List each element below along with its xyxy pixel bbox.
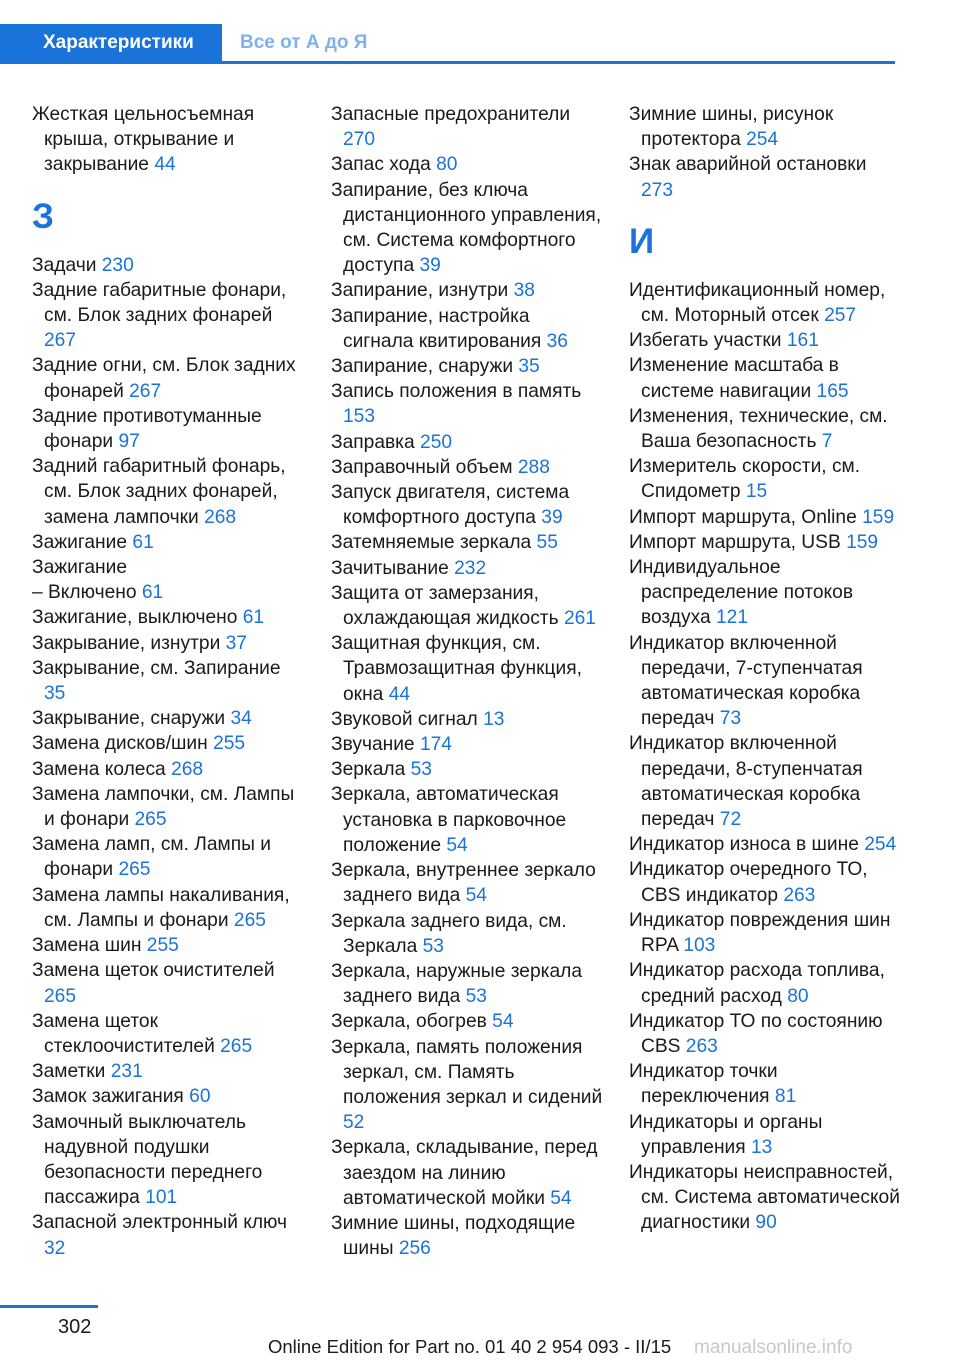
page-link[interactable]: 44 [388, 683, 411, 705]
entry-term: Запуск двигателя, система комфортного доступа [331, 482, 570, 529]
entry-term: Звуковой сигнал [331, 708, 478, 730]
index-entry [32, 782, 304, 832]
index-entry [629, 404, 901, 454]
page-link[interactable]: 265 [44, 985, 77, 1007]
entry-term: Зеркала, память положения зеркал, см. Память положения зеркал и сидений [331, 1036, 603, 1108]
page-link[interactable]: 61 [242, 607, 265, 629]
page-link[interactable]: 60 [189, 1086, 211, 1108]
entry-term: Замена лампы накаливания, см. Лампы и фонари [32, 884, 290, 931]
page-link[interactable]: 257 [824, 305, 857, 327]
entry-term: Замена дисков/шин [32, 733, 208, 755]
page-link[interactable]: 37 [225, 632, 247, 654]
entry-term: Знак аварийной остановки [629, 154, 867, 176]
page-link[interactable]: 44 [154, 154, 176, 176]
page-link[interactable]: 261 [563, 608, 596, 630]
page-link[interactable]: 90 [755, 1212, 777, 1234]
entry-term: Зеркала заднего вида, см. Зеркала [331, 910, 567, 957]
page-link[interactable]: 15 [745, 481, 768, 503]
index-entry [32, 883, 304, 933]
entry-term: Закрывание, изнутри [32, 632, 221, 654]
entry-term: Замена колеса [32, 758, 166, 780]
entry-term: Индивидуальное распределение потоков воздуха [629, 557, 854, 629]
tab-all-a-to-z[interactable]: Все от А до Я [240, 32, 368, 53]
index-entry [331, 1035, 603, 1136]
index-entry [32, 958, 304, 1008]
page-link[interactable]: 255 [146, 935, 179, 957]
index-entry [629, 102, 901, 152]
page-link[interactable]: 230 [101, 254, 134, 276]
index-entry [629, 328, 901, 353]
edition-footer: Online Edition for Part no. 01 40 2 954 093 - II/15 [268, 1336, 672, 1357]
page-link[interactable]: 265 [118, 859, 151, 881]
index-entry [32, 253, 304, 278]
page-link[interactable]: 267 [129, 380, 162, 402]
watermark: manualsonline.info [694, 1337, 853, 1358]
entry-term: Индикатор износа в шине [629, 834, 859, 856]
index-entry [629, 1160, 901, 1236]
entry-term: Измеритель скорости, см. Спидометр [629, 456, 861, 503]
page-link[interactable]: 159 [862, 506, 895, 528]
index-entry [331, 757, 603, 782]
page-link[interactable]: 55 [536, 532, 558, 554]
page-link[interactable]: 174 [419, 734, 452, 756]
index-entry [629, 832, 901, 857]
entry-term: Зимние шины, рисунок протектора [629, 104, 834, 151]
index-entry [331, 732, 603, 757]
page-link[interactable]: 53 [422, 935, 444, 957]
entry-term: Запирание, настройка сигнала квитирования [331, 305, 542, 352]
entry-term: Зеркала, обогрев [331, 1011, 487, 1033]
page-link[interactable]: 7 [821, 431, 833, 453]
index-entry [32, 404, 304, 454]
index-column-2 [331, 102, 603, 1261]
entry-term: Запирание, без ключа дистанционного управления, см. Система комфортного доступа [331, 179, 602, 277]
entry-term: Зеркала, складывание, перед заездом на линию автоматической мойки [331, 1137, 598, 1209]
index-entry [331, 959, 603, 1009]
entry-term: Индикатор точки переключения [629, 1061, 778, 1108]
page-link[interactable]: 256 [398, 1238, 431, 1260]
entry-term: Звучание [331, 734, 415, 756]
page-link[interactable]: 263 [685, 1035, 718, 1057]
index-entry [32, 656, 304, 706]
page-link[interactable]: 263 [783, 884, 816, 906]
index-entry [32, 757, 304, 782]
entry-term: Зеркала, автоматическая установка в парковочное положение [331, 784, 567, 856]
page-link[interactable]: 80 [436, 154, 458, 176]
entry-term: Закрывание, снаружи [32, 708, 226, 730]
page-link[interactable]: 121 [716, 607, 749, 629]
entry-term: Зажигание, выключено [32, 607, 238, 629]
index-entry [331, 530, 603, 555]
page-link[interactable]: 35 [518, 356, 540, 378]
page-link[interactable]: 39 [541, 507, 563, 529]
page-link[interactable]: 97 [118, 431, 140, 453]
index-entry [331, 707, 603, 732]
index-entry [32, 832, 304, 882]
entry-term: – Включено [32, 582, 137, 604]
index-entry [32, 933, 304, 958]
index-entry [32, 631, 304, 656]
entry-term: Индикатор повреждения шин RPA [629, 909, 891, 957]
entry-term: Замена лампочки, см. Лампы и фонари [32, 783, 295, 831]
page-link[interactable]: 39 [419, 255, 441, 277]
page-link[interactable]: 254 [864, 834, 897, 856]
page-link[interactable]: 54 [465, 885, 487, 907]
entry-term: Запасной электронный ключ [32, 1212, 288, 1234]
index-entry [331, 152, 603, 177]
index-entry [32, 706, 304, 731]
page-link[interactable]: 265 [134, 809, 167, 831]
index-entry [32, 1084, 304, 1109]
index-entry [331, 1135, 603, 1211]
entry-term: Заправочный объем [331, 456, 513, 478]
entry-term: Замена шин [32, 935, 142, 957]
entry-term: Изменения, технические, см. Ваша безопасность [629, 405, 888, 453]
page-link[interactable]: 101 [145, 1187, 178, 1209]
index-entry [331, 102, 603, 152]
entry-term: Идентификационный номер, см. Моторный отсек [629, 279, 886, 327]
index-entry [331, 909, 603, 959]
page-link[interactable]: 54 [550, 1187, 572, 1209]
index-entry [331, 354, 603, 379]
entry-term: Индикатор включенной передачи, 7-ступенчатая автоматическая коробка передач [629, 632, 863, 730]
page-link[interactable]: 13 [483, 708, 505, 730]
page-link[interactable]: 52 [343, 1112, 365, 1134]
page-link[interactable]: 165 [816, 380, 849, 402]
entry-term: Зажигание [32, 557, 128, 579]
index-entry [32, 1059, 304, 1084]
index-entry [32, 278, 304, 354]
entry-term: Задние противотуманные фонари [32, 405, 262, 453]
entry-term: Импорт маршрута, Online [629, 506, 857, 528]
index-entry [331, 556, 603, 581]
entry-term: Индикатор расхода топлива, средний расход [629, 960, 885, 1007]
index-entry [629, 555, 901, 631]
page-link[interactable]: 61 [141, 582, 164, 604]
section-letter: З [32, 196, 54, 236]
entry-term: Изменение масштаба в системе навигации [629, 355, 839, 402]
index-entry [32, 102, 304, 178]
page-link[interactable]: 80 [787, 985, 809, 1007]
page-link[interactable]: 35 [44, 683, 66, 705]
header-divider [0, 61, 895, 64]
entry-term: Зеркала, наружные зеркала заднего вида [331, 960, 582, 1008]
page-link[interactable]: 34 [230, 708, 252, 730]
page-link[interactable]: 270 [343, 129, 376, 151]
index-entry [629, 631, 901, 732]
index-entry [629, 908, 901, 958]
index-entry [331, 304, 603, 354]
entry-term: Зеркала, внутреннее зеркало заднего вида [331, 860, 596, 907]
index-entry [331, 455, 603, 480]
page-link[interactable]: 36 [546, 330, 568, 352]
page-link[interactable]: 267 [44, 330, 77, 352]
page-link[interactable]: 265 [233, 909, 266, 931]
entry-term: Защита от замерзания, охлаждающая жидкость [331, 582, 559, 630]
index-entry [629, 1009, 901, 1059]
page-link[interactable]: 254 [746, 129, 779, 151]
entry-term: Заправка [331, 431, 415, 453]
entry-term: Избегать участки [629, 330, 782, 352]
entry-term: Зеркала [331, 759, 406, 781]
entry-term: Индикатор очередного ТО, CBS индикатор [629, 859, 868, 906]
index-entry [32, 1110, 304, 1211]
page-link[interactable]: 288 [517, 456, 550, 478]
index-entry [32, 1009, 304, 1059]
page-link[interactable]: 72 [719, 809, 742, 831]
entry-term: Индикатор ТО по состоянию CBS [629, 1010, 883, 1057]
entry-term: Замена щеток очистителей [32, 960, 275, 982]
index-entry [32, 1210, 304, 1260]
index-entry [331, 1009, 603, 1034]
entry-term: Закрывание, см. Запирание [32, 657, 281, 679]
index-entry [331, 480, 603, 530]
entry-term: Индикаторы неисправностей, см. Система автоматической диагностики [629, 1161, 900, 1234]
index-entry [331, 430, 603, 455]
tab-characteristics[interactable]: Характеристики [0, 24, 222, 61]
index-entry [629, 353, 901, 403]
page-link[interactable]: 161 [786, 330, 819, 352]
entry-term: Индикатор включенной передачи, 8-ступенчатая автоматическая коробка передач [629, 733, 863, 831]
page-link[interactable]: 103 [683, 935, 716, 957]
index-entry [331, 278, 603, 303]
entry-term: Зачитывание [331, 557, 449, 579]
page-link[interactable]: 255 [213, 733, 246, 755]
index-entry [629, 152, 901, 202]
entry-term: Задние огни, см. Блок задних фонарей [32, 355, 296, 402]
page-link[interactable]: 265 [220, 1035, 253, 1057]
page-link[interactable]: 232 [454, 557, 487, 579]
index-entry [32, 353, 304, 403]
index-entry [331, 631, 603, 707]
index-entry [629, 958, 901, 1008]
index-entry [331, 1211, 603, 1261]
entry-term: Замок зажигания [32, 1086, 184, 1108]
index-column-1 [32, 102, 304, 1261]
page-link[interactable]: 268 [171, 758, 204, 780]
entry-term: Защитная функция, см. Травмозащитная функция, окна [331, 633, 582, 705]
index-entry [629, 530, 901, 555]
page-link[interactable]: 32 [44, 1237, 66, 1259]
entry-term: Задачи [32, 254, 97, 276]
index-column-3 [629, 102, 901, 1236]
index-entry [331, 379, 603, 429]
entry-term: Замена щеток стеклоочистителей [32, 1010, 215, 1057]
entry-term: Импорт маршрута, USB [629, 531, 841, 553]
header-tabs [0, 24, 895, 64]
entry-term: Запасные предохранители [331, 104, 571, 125]
entry-term: Задний габаритный фонарь, см. Блок задних фонарей, замена лампочки [32, 456, 286, 528]
page-link[interactable]: 53 [465, 986, 487, 1008]
index-entry [32, 530, 304, 555]
entry-term: Зимние шины, подходящие шины [331, 1212, 576, 1260]
index-entry [629, 1059, 901, 1109]
page-link[interactable]: 153 [343, 406, 376, 428]
entry-term: Заметки [32, 1061, 106, 1083]
entry-term: Замена ламп, см. Лампы и фонари [32, 834, 271, 881]
page-link[interactable]: 53 [410, 759, 432, 781]
entry-term: Запирание, изнутри [331, 280, 509, 302]
entry-term: Индикаторы и органы управления [629, 1111, 823, 1158]
page-number: 302 [58, 1316, 92, 1338]
index-entry [32, 731, 304, 756]
index-entry [32, 555, 304, 580]
index-entry [331, 782, 603, 858]
page-link[interactable]: 81 [774, 1086, 797, 1108]
entry-term: Жесткая цельносъемная крыша, открывание и закрывание [32, 104, 255, 176]
entry-term: Затемняемые зеркала [331, 532, 532, 554]
index-entry [331, 178, 603, 279]
index-entry [629, 731, 901, 832]
page-link[interactable]: 73 [719, 708, 742, 730]
index-entry [32, 454, 304, 530]
page-link[interactable]: 54 [492, 1011, 514, 1033]
page-link[interactable]: 159 [846, 531, 879, 553]
index-entry [331, 858, 603, 908]
section-letter: И [629, 221, 655, 261]
page-link[interactable]: 61 [132, 531, 154, 553]
entry-term: Запись положения в память [331, 381, 582, 403]
entry-term: Задние габаритные фонари, см. Блок задних фонарей [32, 279, 287, 327]
page-link[interactable]: 13 [751, 1136, 773, 1158]
index-entry [629, 278, 901, 328]
page-link[interactable]: 54 [446, 834, 468, 856]
page-link[interactable]: 231 [110, 1061, 143, 1083]
index-entry [331, 581, 603, 631]
entry-term: Запирание, снаружи [331, 356, 514, 378]
page-link[interactable]: 273 [641, 179, 674, 201]
entry-term: Запас хода [331, 154, 431, 176]
page-link[interactable]: 268 [204, 506, 237, 528]
index-entry [629, 505, 901, 530]
index-entry [629, 454, 901, 504]
index-entry [32, 605, 304, 630]
entry-term: Зажигание [32, 531, 128, 553]
page-link[interactable]: 38 [513, 280, 535, 302]
page-number-rule [0, 1305, 98, 1308]
index-subentry [32, 580, 304, 605]
page-link[interactable]: 250 [420, 431, 453, 453]
entry-term: Замочный выключатель надувной подушки безопасности переднего пассажира [32, 1111, 263, 1209]
index-entry [629, 857, 901, 907]
index-entry [629, 1110, 901, 1160]
